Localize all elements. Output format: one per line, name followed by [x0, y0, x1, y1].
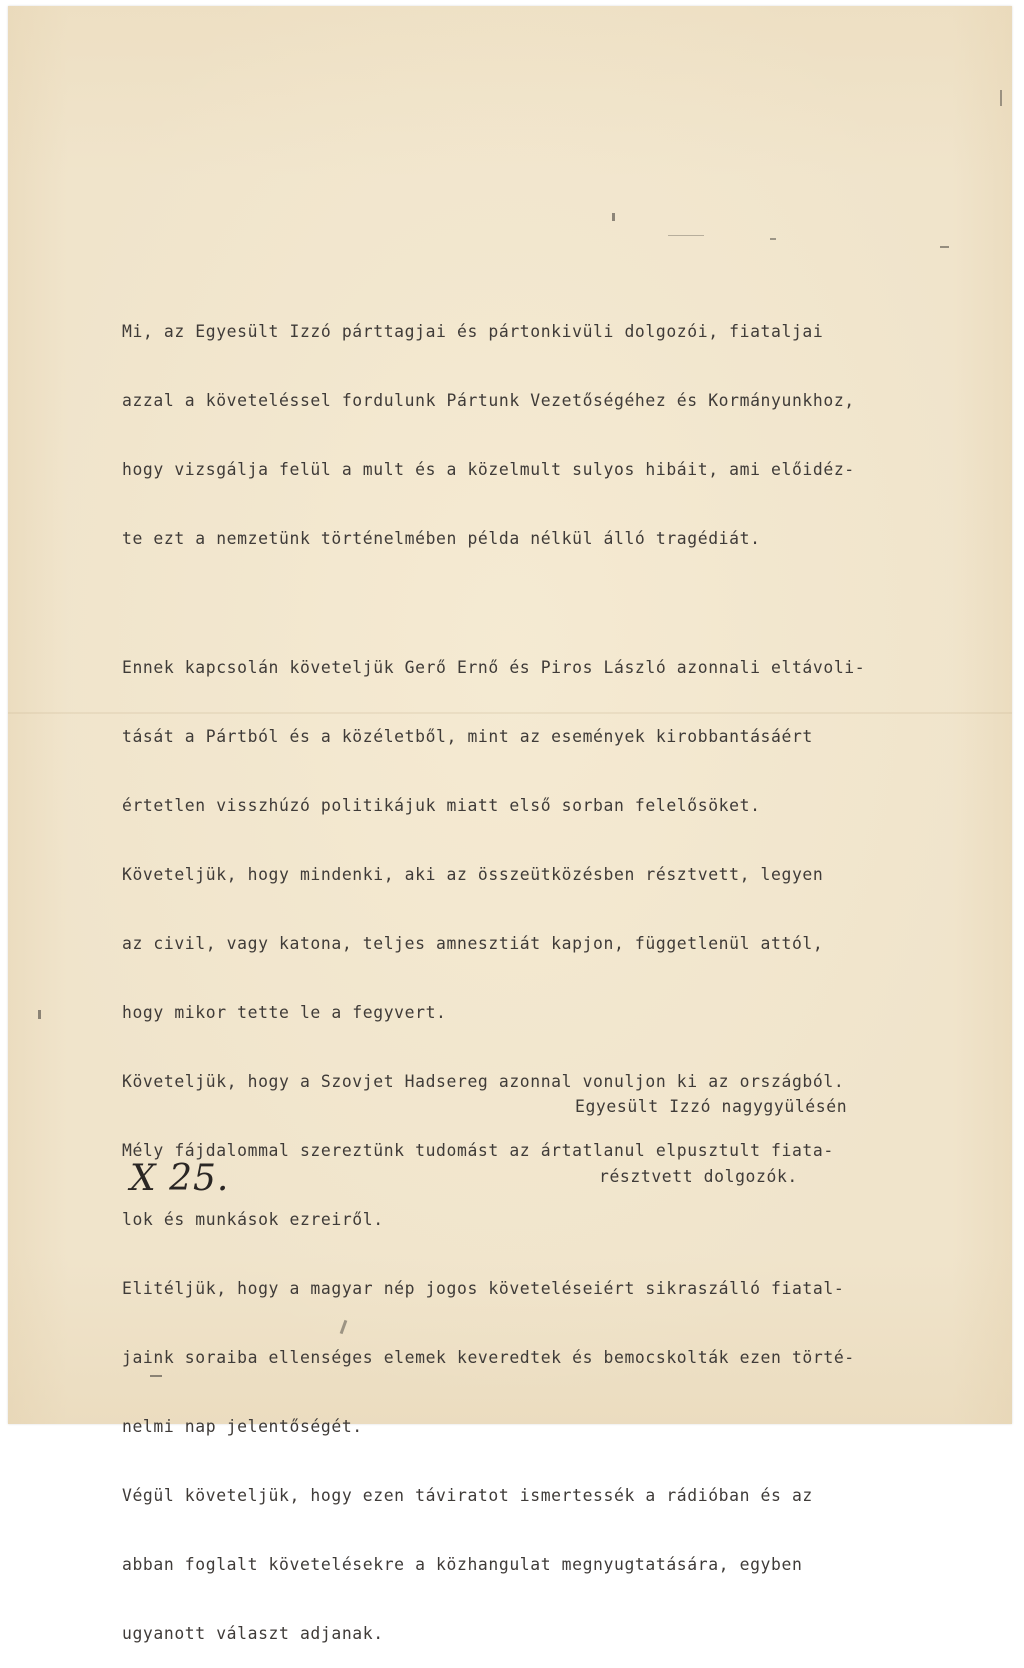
text-line: az civil, vagy katona, teljes amnesztiát kapjon, függetlenül attól, — [122, 934, 824, 953]
text-line: Mi, az Egyesült Izzó párttagjai és pártonkivüli dolgozói, fiataljai — [122, 322, 824, 341]
stray-mark — [770, 238, 776, 240]
stray-mark — [612, 213, 615, 221]
signature-block — [575, 1053, 847, 1212]
text-line: hogy vizsgálja felül a mult és a közelmult sulyos hibáit, ami előidéz- — [122, 460, 855, 479]
text-line: tását a Pártból és a közéletből, mint az események kirobbantásáért — [122, 727, 813, 746]
text-line: jaink soraiba ellenséges elemek keveredtek és bemocskolták ezen törté- — [122, 1348, 855, 1367]
text-line: nelmi nap jelentőségét. — [122, 1417, 363, 1436]
signature-line: Egyesült Izzó nagygyülésén — [575, 1097, 848, 1116]
stray-mark — [668, 235, 704, 236]
text-line: Elitéljük, hogy a magyar nép jogos követeléseiért sikraszálló fiatal- — [122, 1279, 845, 1298]
stray-mark — [1000, 90, 1002, 106]
text-line: Ennek kapcsolán követeljük Gerő Ernő és Piros László azonnali eltávoli- — [122, 658, 866, 677]
text-line: Végül követeljük, hogy ezen táviratot ismertessék a rádióban és az — [122, 1486, 813, 1505]
text-line: Követeljük, hogy a Szovjet Hadsereg azonnal vonuljon ki az országból. — [122, 1072, 845, 1091]
text-line: te ezt a nemzetünk történelmében példa nélkül álló tragédiát. — [122, 529, 761, 548]
paragraph-gap — [122, 592, 1002, 614]
text-line: ugyanott választ adjanak. — [122, 1624, 384, 1643]
letter-body — [122, 278, 1002, 1668]
stray-mark — [38, 1010, 41, 1019]
signature-line: résztvett dolgozók. — [599, 1167, 798, 1186]
stray-mark — [940, 246, 949, 248]
text-line: lok és munkások ezreiről. — [122, 1210, 384, 1229]
text-line: Mély fájdalommal szereztünk tudomást az ártatlanul elpusztult fiata- — [122, 1141, 834, 1160]
text-line: abban foglalt követelésekre a közhangulat megnyugtatására, egyben — [122, 1555, 803, 1574]
handwritten-date: X 25. — [130, 1158, 230, 1199]
text-line: azzal a követeléssel fordulunk Pártunk Vezetőségéhez és Kormányunkhoz, — [122, 391, 855, 410]
text-line: hogy mikor tette le a fegyvert. — [122, 1003, 447, 1022]
text-line: értetlen visszhúzó politikájuk miatt első sorban felelősöket. — [122, 796, 761, 815]
text-line: Követeljük, hogy mindenki, aki az összeütközésben résztvett, legyen — [122, 865, 824, 884]
